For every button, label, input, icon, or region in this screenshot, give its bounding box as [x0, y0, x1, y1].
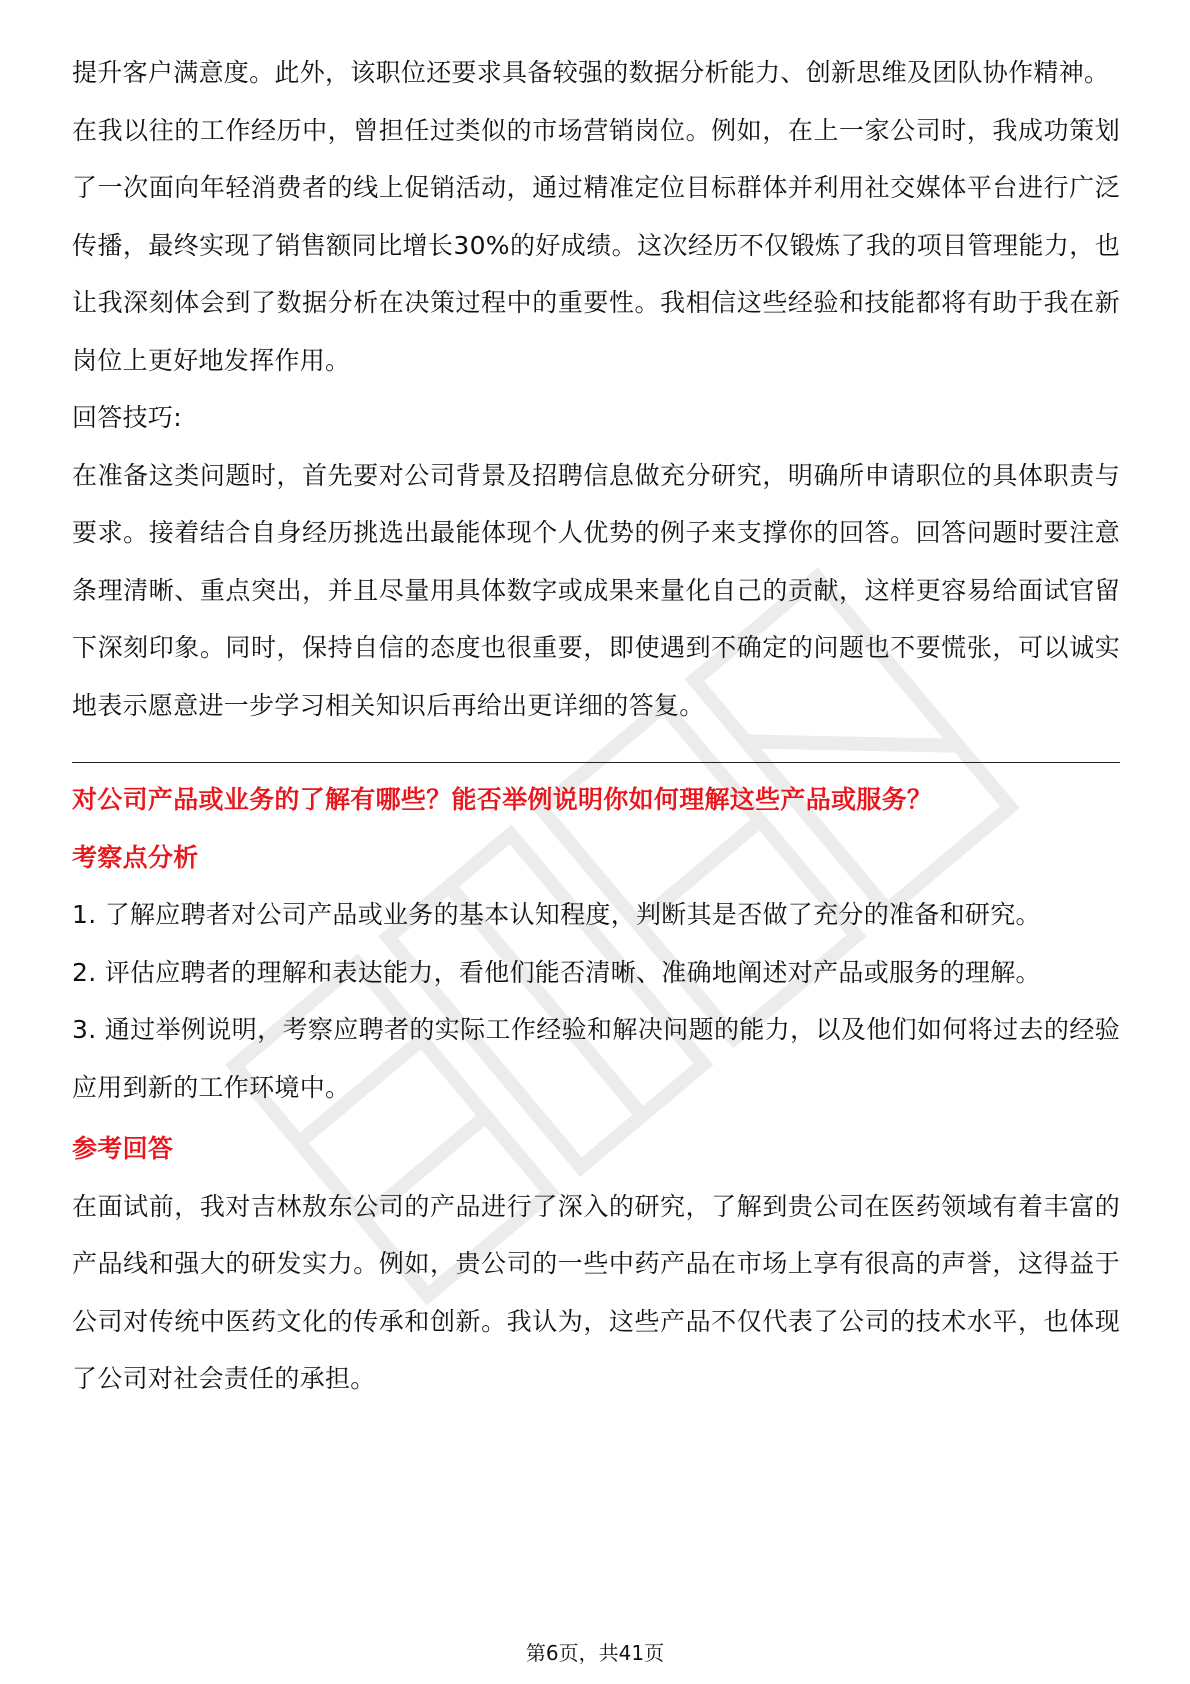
page-number-footer: 第6页，共41页 [525, 1641, 665, 1665]
intro-paragraph: 提升客户满意度。此外，该职位还要求具备较强的数据分析能力、创新思维及团队协作精神。 [72, 58, 1110, 87]
tips-text: 在准备这类问题时，首先要对公司背景及招聘信息做充分研究，明确所申请职位的具体职责与要求。接着结合自身经历挑选出最能体现个人优势的例子来支撑你的回答。回答问题时要注意条理清晰、重点突出，并且尽量用具体数字或成果来量化自己的贡献，这样更容易给面试官留下深刻印象。同时，保持自信的态度也很重要，即使遇到不确定的问题也不要慌张，可以诚实地表示愿意进一步学习相关知识后再给出更详细的答复。 [72, 460, 1120, 720]
section-divider [72, 762, 1120, 763]
analysis-point: 2. 评估应聘者的理解和表达能力，看他们能否清晰、准确地阐述对产品或服务的理解。 [72, 957, 1041, 987]
question-title: 对公司产品或业务的了解有哪些？能否举例说明你如何理解这些产品或服务？ [72, 785, 933, 814]
analysis-point: 1. 了解应聘者对公司产品或业务的基本认知程度，判断其是否做了充分的准备和研究。 [72, 900, 1041, 929]
tips-heading: 回答技巧: [72, 403, 182, 432]
answer-text: 在面试前，我对吉林敖东公司的产品进行了深入的研究，了解到贵公司在医药领域有着丰富的产品线和强大的研发实力。例如，贵公司的一些中药产品在市场上享有很高的声誉，这得益于公司对传统中医药文化的传承和创新。我认为，这些产品不仅代表了公司的技术水平，也体现了公司对社会责任的承担。 [72, 1191, 1120, 1393]
intro-paragraph: 在我以往的工作经历中，曾担任过类似的市场营销岗位。例如，在上一家公司时，我成功策划了一次面向年轻消费者的线上促销活动，通过精准定位目标群体并利用社交媒体平台进行广泛传播，最终实现了销售额同比增长30%的好成绩。这次经历不仅锻炼了我的项目管理能力，也让我深刻体会到了数据分析在决策过程中的重要性。我相信这些经验和技能都将有助于我在新岗位上更好地发挥作用。 [72, 115, 1120, 375]
answer-heading: 参考回答 [72, 1134, 174, 1163]
analysis-heading: 考察点分析 [72, 842, 199, 872]
analysis-point: 3. 通过举例说明，考察应聘者的实际工作经验和解决问题的能力，以及他们如何将过去的经验应用到新的工作环境中。 [72, 1015, 1120, 1102]
document-body [72, 44, 1120, 1408]
